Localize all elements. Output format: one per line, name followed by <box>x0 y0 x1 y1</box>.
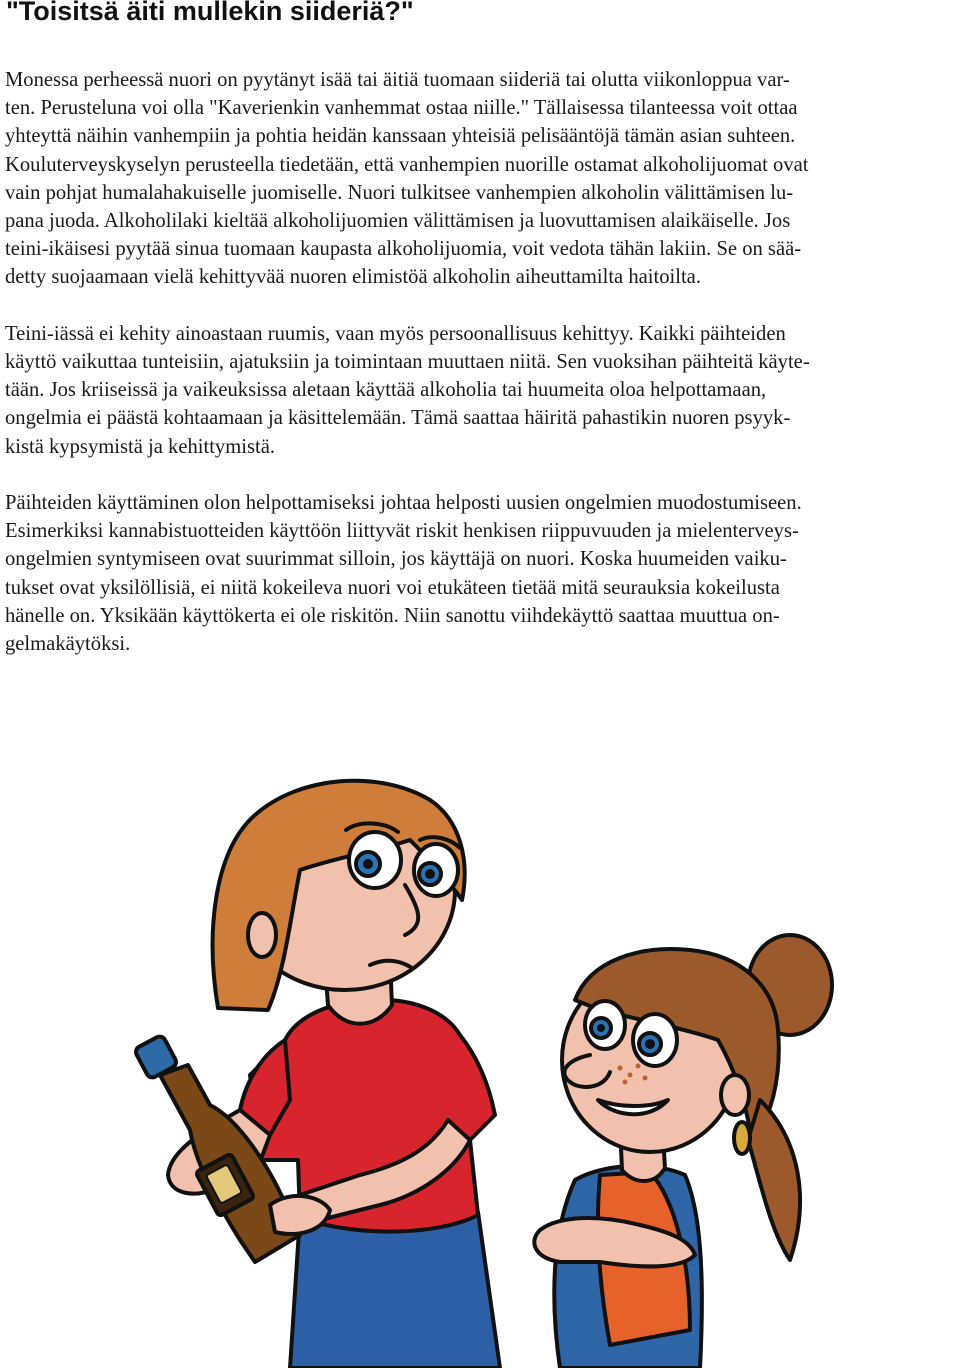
page-title: "Toisitsä äiti mullekin siideriä?" <box>6 0 414 26</box>
text-line: Kouluterveyskyselyn perusteella tiedetään, että vanhempien nuorille ostamat alkoholijuomat ovat <box>5 153 809 176</box>
text-line: ongelmia ei päästä kohtaamaan ja käsittelemään. Tämä saattaa häiritä pahastikin nuoren psyyk- <box>5 407 791 430</box>
text-line: Monessa perheessä nuori on pyytänyt isää tai äitiä tuomaan siideriä tai olutta viikonloppua var- <box>5 69 790 91</box>
text-line: Esimerkiksi kannabistuotteiden käyttöön liittyvät riskit henkisen riippuvuuden ja mielenterveys- <box>5 520 799 543</box>
text-line: hänelle on. Yksikään käyttökerta ei ole riskitön. Niin sanottu viihdekäyttö saattaa muuttua on- <box>5 604 780 627</box>
text-line: kistä kypsymistä ja kehittymistä. <box>5 435 275 458</box>
text-line: Teini-iässä ei kehity ainoastaan ruumis, vaan myös persoonallisuus kehittyy. Kaikki päihteiden <box>5 322 786 345</box>
text-line: tään. Jos kriiseissä ja vaikeuksissa aletaan käyttää alkoholia tai huumeita oloa helpottamaan, <box>5 379 767 402</box>
text-line: Päihteiden käyttäminen olon helpottamiseksi johtaa helposti uusien ongelmien muodostumiseen. <box>5 492 802 515</box>
text-line: ten. Perusteluna voi olla "Kaverienkin vanhemmat ostaa niille." Tällaisessa tilanteessa voit ottaa <box>5 97 798 120</box>
text-line: pana juoda. Alkoholilaki kieltää alkoholijuomien välittämisen ja luovuttamisen alaikäiselle. Jos <box>5 210 791 233</box>
daughter-ear <box>721 1075 749 1115</box>
text-line: ongelmien syntymiseen ovat suurimmat silloin, jos käyttäjä on nuori. Koska huumeiden vaiku- <box>5 548 787 571</box>
mother-skirt <box>290 1212 500 1368</box>
text-line: tukset ovat yksilöllisiä, ei niitä kokeileva nuori voi etukäteen tietää mitä seurauksia kokeilusta <box>5 576 780 599</box>
paragraph-1 <box>5 66 957 292</box>
body-text <box>5 66 957 686</box>
text-line: vain pohjat humalahakuiselle juomiselle. Nuori tulkitsee vanhempien alkoholin välittämisen lu- <box>5 181 794 204</box>
text-line: käyttö vaikuttaa tunteisiin, ajatuksiin ja toimintaan muuttaen niitä. Sen vuoksihan päihteitä käyte- <box>5 351 810 374</box>
paragraph-3 <box>5 489 957 658</box>
paragraph-2 <box>5 320 957 461</box>
text-line: detty suojaamaan vielä kehittyvää nuoren elimistöä alkoholin aiheuttamilta haitoilta. <box>5 266 701 289</box>
daughter-ponytail <box>748 1100 800 1260</box>
earring-icon <box>734 1122 750 1154</box>
text-line: teini-ikäisesi pyytää sinua tuomaan kaupasta alkoholijuomia, voit vedota tähän lakiin. Se on sää- <box>5 238 802 261</box>
mother-daughter-illustration <box>130 770 960 1368</box>
mother-ear <box>248 913 276 957</box>
text-line: yhteyttä näihin vanhempiin ja pohtia heidän kanssaan yhteisiä pelisääntöjä tämän asian suhteen. <box>5 125 796 148</box>
text-line: gelmakäytöksi. <box>5 633 131 656</box>
